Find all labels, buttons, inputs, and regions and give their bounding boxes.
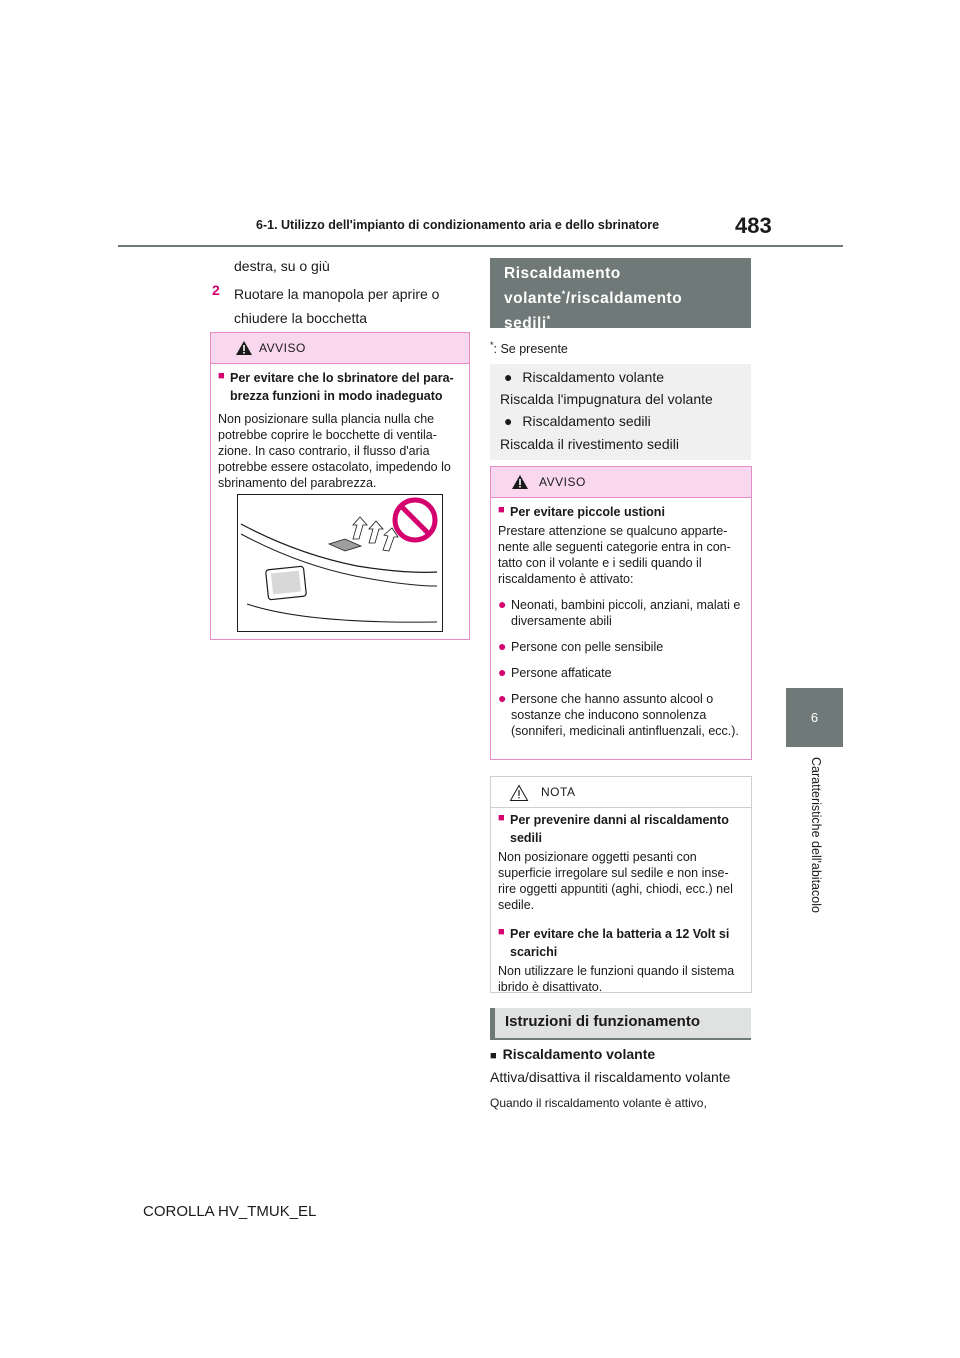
- list-item: [498, 691, 746, 739]
- avviso-title: Per evitare che lo sbrinatore del para-brezza funzioni in modo inadeguato: [230, 371, 454, 403]
- nota-text-1: Non posizionare oggetti pesanti con superficie irregolare sul sedile e non inse-rire oggetti appuntiti (aghi, chiodi, ecc.) nel sedile.: [498, 850, 733, 912]
- sub-heading-text: Riscaldamento volante: [502, 1046, 656, 1062]
- warning-icon: [511, 474, 529, 490]
- avviso-header: [211, 333, 469, 364]
- footnote-mark: *: [490, 340, 494, 350]
- footnote-text: : Se presente: [493, 342, 568, 357]
- bullet-dot-icon: ●: [498, 690, 507, 706]
- asterisk-mark: *: [561, 289, 566, 299]
- nota-label: NOTA: [541, 785, 576, 799]
- nota-content: [498, 811, 746, 995]
- list-item: [498, 665, 746, 681]
- header-rule: [118, 245, 843, 247]
- square-bullet-icon: ■: [490, 1050, 497, 1062]
- info-item-1-label: Riscaldamento volante: [522, 369, 664, 385]
- square-bullet-icon: ■: [498, 812, 505, 824]
- avviso-intro: Prestare attenzione se qualcuno apparte-nente alle seguenti categorie entra in con-tatto con il volante e i sedili quando il riscaldamento è attivato:: [498, 524, 731, 586]
- page-number: 483: [735, 213, 772, 238]
- list-item: [498, 639, 746, 655]
- section-heading-bar: [490, 258, 751, 333]
- list-item: [498, 597, 746, 629]
- section-title-line1: Riscaldamento: [504, 265, 621, 282]
- info-item-2: [500, 413, 651, 429]
- info-item-2-label: Riscaldamento sedili: [522, 413, 651, 429]
- list-item-text: Persone che hanno assunto alcool o sostanze che inducono sonnolenza (sonniferi, medicinali antinfluenzali, ecc.).: [511, 692, 739, 738]
- bullet-dot-icon: ●: [498, 596, 507, 612]
- footer-model: COROLLA HV_TMUK_EL: [143, 1203, 317, 1220]
- section-title-line2b: /riscaldamento: [565, 290, 683, 308]
- list-item-text: Neonati, bambini piccoli, anziani, malati e diversamente abili: [511, 598, 741, 628]
- bullet-dot-icon: ●: [498, 664, 507, 680]
- chapter-side-text: Caratteristiche dell'abitacolo: [808, 757, 823, 913]
- section-title: [504, 264, 682, 334]
- info-desc-1: Riscalda l'impugnatura del volante: [500, 391, 713, 407]
- square-bullet-icon: ■: [498, 926, 505, 938]
- bullet-dot-icon: ●: [498, 638, 507, 654]
- sub-small-text: Quando il riscaldamento volante è attivo,: [490, 1096, 707, 1110]
- bullet-dot-icon: ●: [504, 369, 513, 385]
- nota-header: [491, 777, 751, 808]
- avviso-header: [491, 467, 751, 498]
- avviso-item: [218, 369, 464, 491]
- sub-heading: [490, 1046, 655, 1062]
- caution-outline-icon: [509, 784, 529, 802]
- nota-title-1: Per prevenire danni al riscaldamento sedili: [510, 813, 729, 845]
- footnote: [490, 340, 568, 356]
- square-bullet-icon: ■: [218, 370, 225, 382]
- sub-text: Attiva/disattiva il riscaldamento volante: [490, 1069, 731, 1085]
- section-heading-bar-2: [490, 1008, 751, 1038]
- section2-title: Istruzioni di funzionamento: [505, 1013, 700, 1030]
- avviso-content: [498, 503, 746, 739]
- section-title-line2a: volante: [504, 290, 562, 308]
- list-item-text: Persone con pelle sensibile: [511, 640, 664, 654]
- asterisk-mark: *: [546, 314, 551, 325]
- nota-box: [490, 776, 752, 993]
- info-item-1: [500, 369, 664, 385]
- dashboard-illustration: [237, 494, 443, 632]
- avviso-box: [210, 332, 470, 640]
- chapter-tab[interactable]: 6: [786, 688, 843, 747]
- info-panel: [490, 364, 751, 460]
- avviso-box-right: [490, 466, 752, 760]
- square-bullet-icon: ■: [498, 504, 505, 516]
- chapter-side-label: [786, 757, 843, 947]
- step1-continuation: destra, su o giù: [234, 258, 330, 274]
- step-number: 2: [212, 282, 220, 298]
- avviso-label: AVVISO: [259, 341, 306, 355]
- info-desc-2: Riscalda il rivestimento sedili: [500, 436, 679, 452]
- bullet-dot-icon: ●: [504, 413, 513, 429]
- section-rule: [490, 1038, 751, 1040]
- section-title-line3: sedili: [504, 315, 547, 333]
- list-item-text: Persone affaticate: [511, 666, 612, 680]
- avviso-label: AVVISO: [539, 475, 586, 489]
- warning-icon: [235, 340, 253, 356]
- nota-title-2: Per evitare che la batteria a 12 Volt si scarichi: [510, 927, 730, 959]
- avviso-text: Non posizionare sulla plancia nulla che potrebbe coprire le bocchette di ventila-zione. In caso contrario, il flusso d'aria potrebbe essere ostacolato, impedendo lo sbrinamento del parabrezza.: [218, 412, 451, 490]
- avviso-title: Per evitare piccole ustioni: [510, 505, 665, 519]
- step-text: Ruotare la manopola per aprire o chiudere la bocchetta: [234, 286, 440, 326]
- running-header: 6-1. Utilizzo dell'impianto di condizionamento aria e dello sbrinatore: [256, 218, 660, 232]
- nota-text-2: Non utilizzare le funzioni quando il sistema ibrido è disattivato.: [498, 964, 735, 994]
